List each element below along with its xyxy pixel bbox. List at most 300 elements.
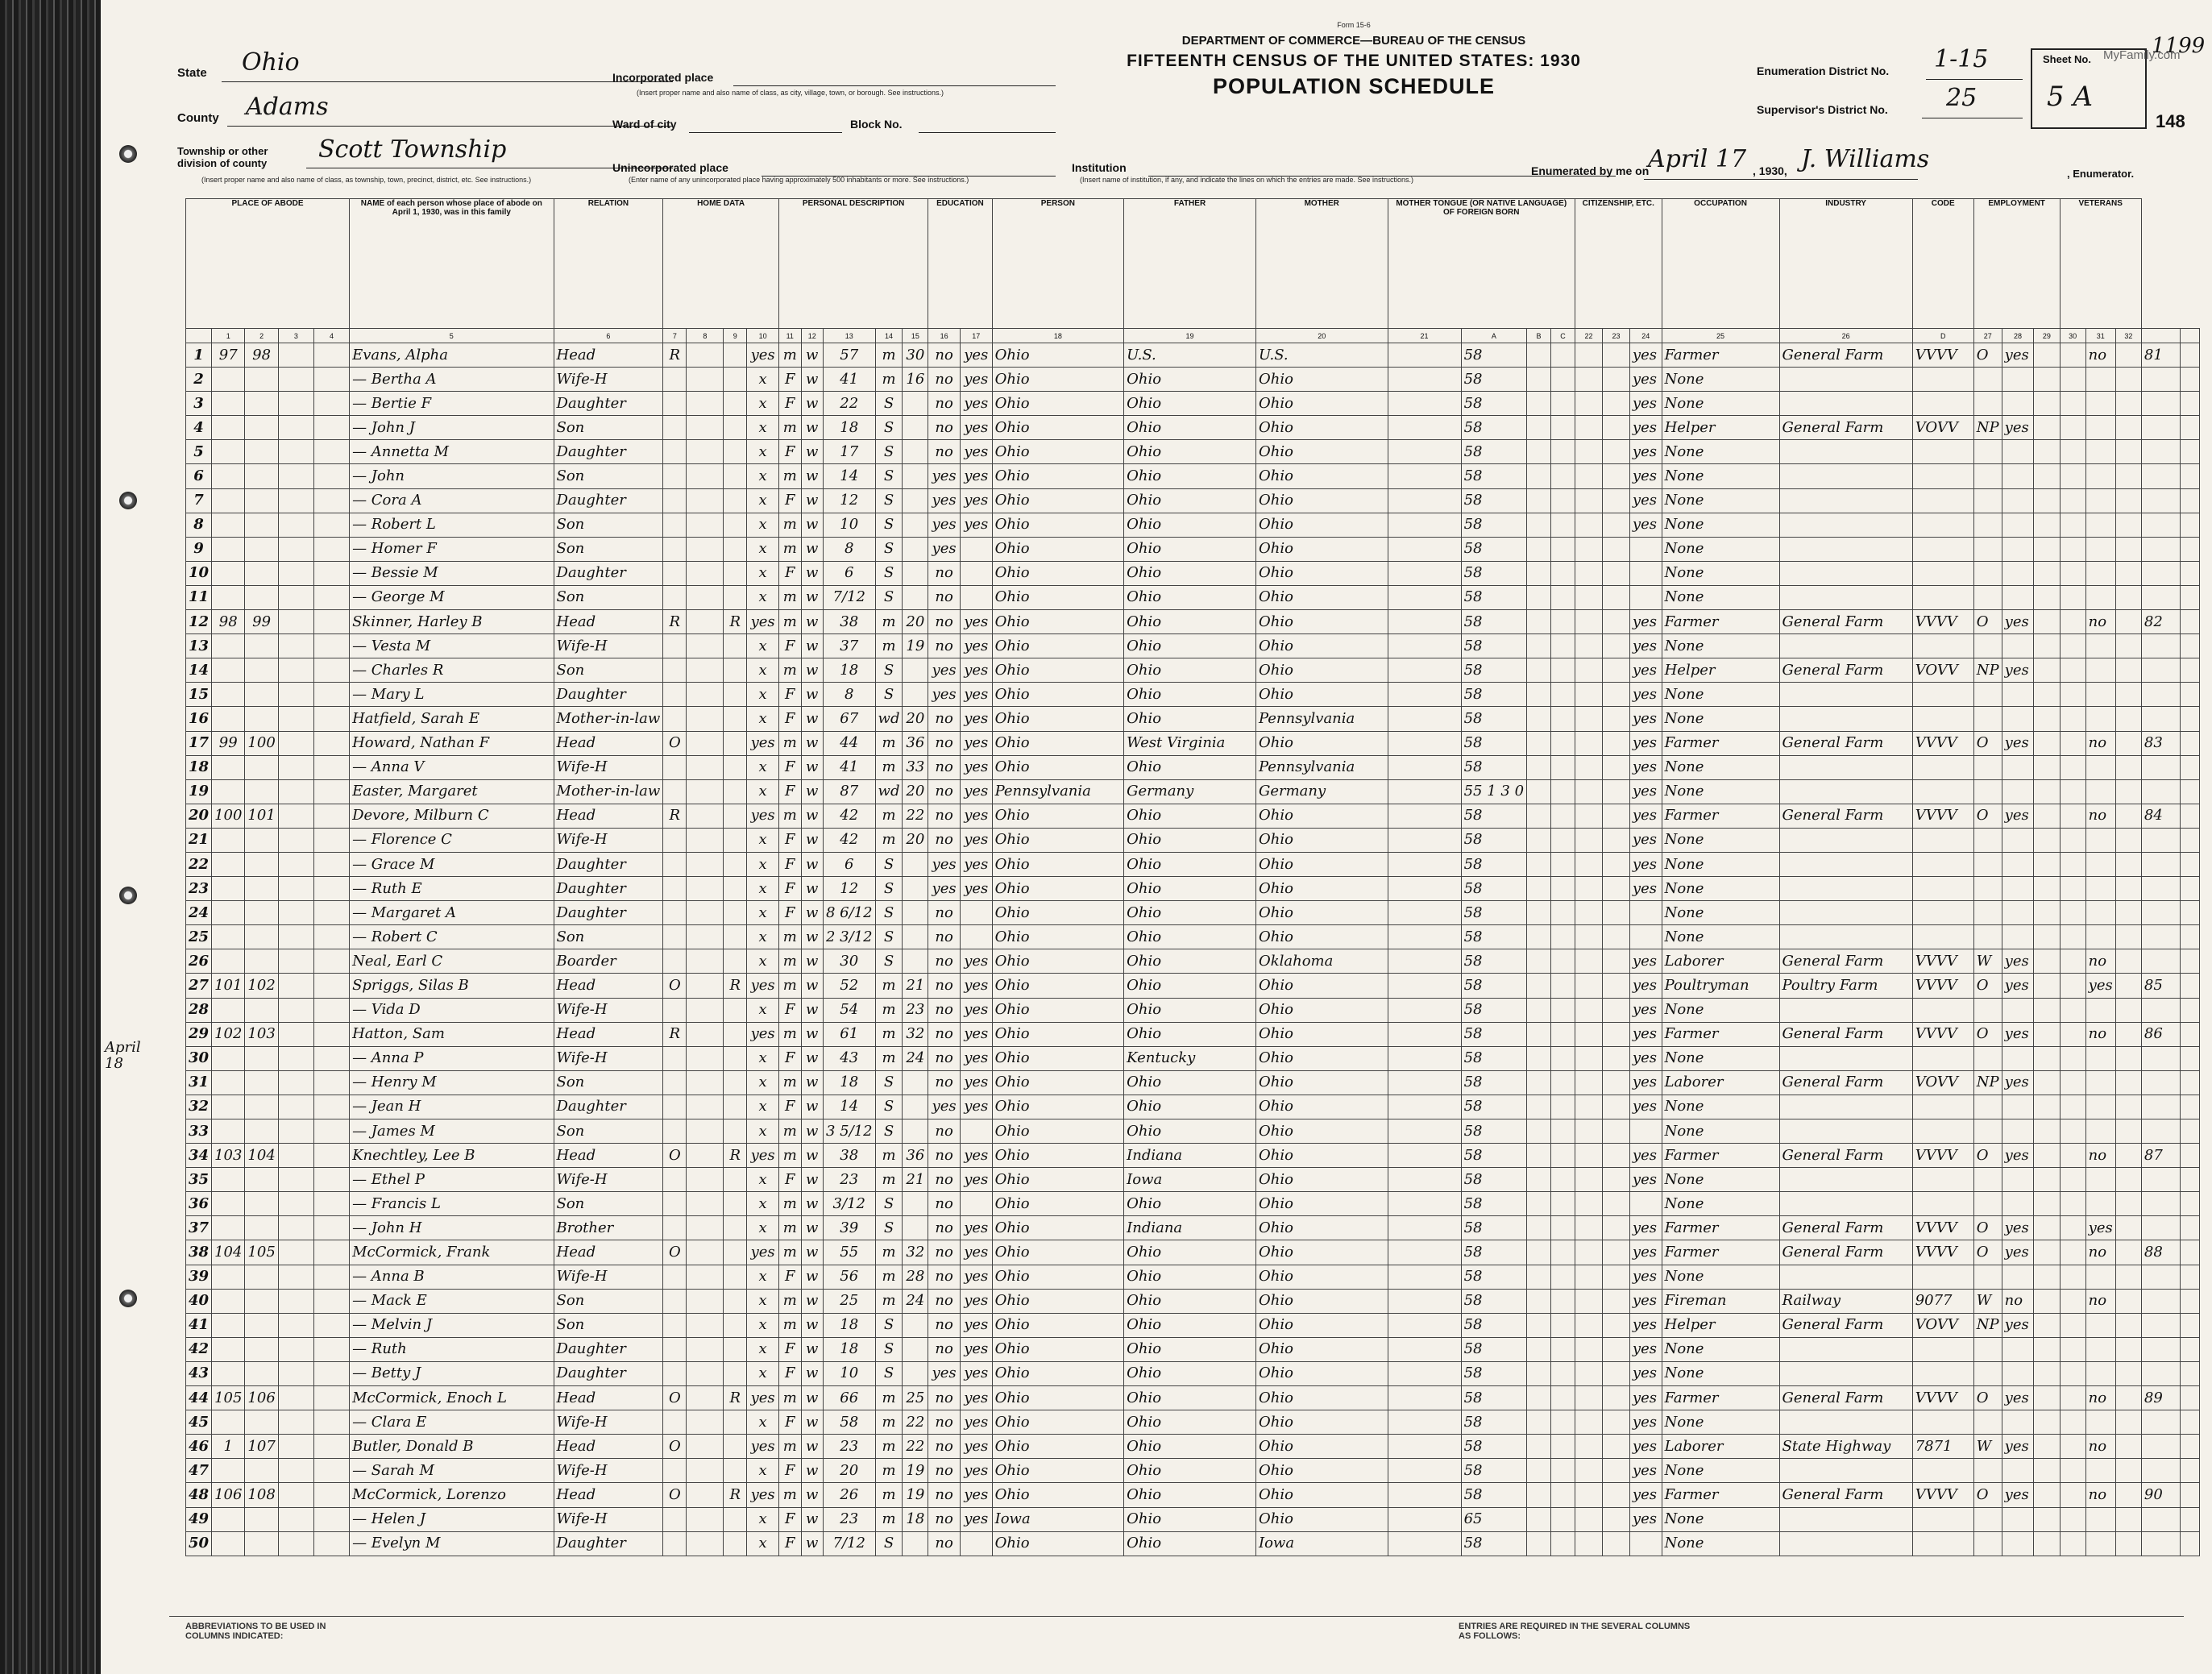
cell-family-number xyxy=(245,1459,278,1483)
cell-empty xyxy=(687,561,724,585)
cell-empty xyxy=(2034,368,2060,392)
cell-relation: Son xyxy=(554,1192,663,1216)
cell-birthplace: Ohio xyxy=(992,658,1124,683)
cell-line-number: 16 xyxy=(186,707,212,731)
cell-industry xyxy=(1779,755,1912,779)
cell-empty xyxy=(2034,1216,2060,1240)
cell-empty xyxy=(2034,779,2060,804)
cell-at-work xyxy=(2002,1531,2034,1556)
cell-home-tenure xyxy=(663,1459,687,1483)
cell-mother-birthplace: Ohio xyxy=(1255,440,1388,464)
cell-farm: x xyxy=(747,998,779,1022)
cell-age: 14 xyxy=(823,464,875,488)
cell-read-write: yes xyxy=(960,513,992,537)
cell-sex: F xyxy=(778,877,801,901)
cell-family-number xyxy=(245,1361,278,1385)
cell-relation: Head xyxy=(554,1483,663,1507)
cell-father-birthplace: Indiana xyxy=(1124,1216,1256,1240)
cell-farm: x xyxy=(747,779,779,804)
cell-empty xyxy=(2060,1435,2085,1459)
cell-race: w xyxy=(801,1022,823,1046)
cell-empty xyxy=(1575,707,1603,731)
table-row xyxy=(186,368,2200,392)
cell-age: 10 xyxy=(823,513,875,537)
cell-dwelling-number xyxy=(212,998,245,1022)
cell-read-write xyxy=(960,925,992,949)
cell-marital-status: m xyxy=(875,1410,903,1435)
cell-dwelling-number xyxy=(212,949,245,974)
table-row xyxy=(186,537,2200,561)
cell-birthplace: Ohio xyxy=(992,949,1124,974)
cell-at-work xyxy=(2002,392,2034,416)
cell-radio xyxy=(724,658,747,683)
cell-family-number xyxy=(245,658,278,683)
cell-empty xyxy=(2115,998,2141,1022)
cell-industry xyxy=(1779,634,1912,658)
cell-mother-birthplace: Ohio xyxy=(1255,998,1388,1022)
cell-read-write: yes xyxy=(960,1289,992,1313)
cell-age: 41 xyxy=(823,755,875,779)
cell-empty xyxy=(2115,1459,2141,1483)
cell-read-write: yes xyxy=(960,755,992,779)
cell-age-at-marriage: 32 xyxy=(903,1022,928,1046)
cell-mother-birthplace: U.S. xyxy=(1255,343,1388,368)
cell-family-number xyxy=(245,1095,278,1119)
cell-empty xyxy=(2180,561,2199,585)
cell-farm-schedule-no xyxy=(2141,1070,2180,1095)
cell-empty xyxy=(687,1265,724,1289)
cell-empty xyxy=(1602,974,1629,998)
cell-class-of-worker xyxy=(1973,1361,2002,1385)
cell-father-birthplace: Ohio xyxy=(1124,585,1256,609)
cell-empty xyxy=(1602,1168,1629,1192)
cell-farm: x xyxy=(747,1265,779,1289)
cell-empty xyxy=(2034,610,2060,634)
cell-empty xyxy=(1527,464,1551,488)
cell-person-name: Evans, Alpha xyxy=(350,343,554,368)
cell-birthplace: Ohio xyxy=(992,537,1124,561)
cell-empty xyxy=(278,1483,313,1507)
cell-person-name: — John H xyxy=(350,1216,554,1240)
cell-industry: General Farm xyxy=(1779,1240,1912,1265)
cell-empty xyxy=(2180,634,2199,658)
cell-person-name: Skinner, Harley B xyxy=(350,610,554,634)
cell-race: w xyxy=(801,440,823,464)
cell-home-tenure xyxy=(663,634,687,658)
cell-person-name: — Vida D xyxy=(350,998,554,1022)
cell-school: no xyxy=(928,1386,961,1410)
cell-empty xyxy=(2034,1507,2060,1531)
cell-farm-schedule-no xyxy=(2141,537,2180,561)
cell-relation: Wife-H xyxy=(554,634,663,658)
cell-empty xyxy=(1388,779,1461,804)
cell-empty xyxy=(313,1216,349,1240)
cell-veteran xyxy=(2085,998,2115,1022)
cell-empty xyxy=(278,537,313,561)
cell-tongue-code: 58 xyxy=(1461,1119,1526,1144)
cell-empty xyxy=(2180,658,2199,683)
cell-tongue-code: 58 xyxy=(1461,1022,1526,1046)
cell-farm: yes xyxy=(747,731,779,755)
cell-mother-birthplace: Ohio xyxy=(1255,1046,1388,1070)
cell-age: 7/12 xyxy=(823,585,875,609)
cell-empty xyxy=(1551,925,1575,949)
cell-read-write: yes xyxy=(960,877,992,901)
cell-occupation-code xyxy=(1912,877,1973,901)
cell-empty xyxy=(687,877,724,901)
cell-empty xyxy=(2115,1216,2141,1240)
cell-age-at-marriage xyxy=(903,392,928,416)
cell-birthplace: Ohio xyxy=(992,1240,1124,1265)
cell-read-write xyxy=(960,1192,992,1216)
cell-school: yes xyxy=(928,464,961,488)
cell-empty xyxy=(1602,925,1629,949)
table-row xyxy=(186,513,2200,537)
cell-age-at-marriage: 19 xyxy=(903,1459,928,1483)
cell-race: w xyxy=(801,368,823,392)
cell-empty xyxy=(1551,343,1575,368)
cell-at-work xyxy=(2002,852,2034,876)
cell-empty xyxy=(1527,392,1551,416)
cell-empty xyxy=(313,683,349,707)
cell-empty xyxy=(1575,925,1603,949)
cell-person-name: Neal, Earl C xyxy=(350,949,554,974)
cell-class-of-worker xyxy=(1973,1531,2002,1556)
cell-empty xyxy=(1388,368,1461,392)
cell-marital-status: S xyxy=(875,1216,903,1240)
cell-father-birthplace: Ohio xyxy=(1124,1022,1256,1046)
cell-dwelling-number xyxy=(212,779,245,804)
cell-line-number: 39 xyxy=(186,1265,212,1289)
cell-occupation-code xyxy=(1912,707,1973,731)
cell-tongue-code: 55 1 3 0 xyxy=(1461,779,1526,804)
cell-mother-birthplace: Ohio xyxy=(1255,368,1388,392)
cell-occupation-code xyxy=(1912,1046,1973,1070)
cell-empty xyxy=(687,1070,724,1095)
cell-radio xyxy=(724,537,747,561)
cell-race: w xyxy=(801,1095,823,1119)
cell-empty xyxy=(1388,949,1461,974)
cell-line-number: 2 xyxy=(186,368,212,392)
cell-empty xyxy=(313,1168,349,1192)
cell-tongue-code: 58 xyxy=(1461,440,1526,464)
cell-occupation-code xyxy=(1912,1095,1973,1119)
cell-line-number: 37 xyxy=(186,1216,212,1240)
cell-person-name: — Charles R xyxy=(350,658,554,683)
cell-farm: x xyxy=(747,755,779,779)
cell-empty xyxy=(687,1386,724,1410)
cell-empty xyxy=(1388,877,1461,901)
cell-empty xyxy=(313,1022,349,1046)
cell-occupation-code: VOVV xyxy=(1912,416,1973,440)
cell-speaks-english xyxy=(1629,561,1662,585)
cell-birthplace: Ohio xyxy=(992,1313,1124,1337)
cell-line-number: 11 xyxy=(186,585,212,609)
cell-age: 56 xyxy=(823,1265,875,1289)
cell-relation: Head xyxy=(554,1240,663,1265)
cell-relation: Wife-H xyxy=(554,1410,663,1435)
cell-empty xyxy=(687,1216,724,1240)
cell-empty xyxy=(2115,1337,2141,1361)
cell-empty xyxy=(2034,1386,2060,1410)
cell-farm: yes xyxy=(747,1144,779,1168)
binder-hole xyxy=(119,492,137,509)
cell-speaks-english xyxy=(1629,925,1662,949)
cell-empty xyxy=(2115,1483,2141,1507)
cell-school: no xyxy=(928,368,961,392)
cell-class-of-worker xyxy=(1973,828,2002,852)
cell-empty xyxy=(1527,1070,1551,1095)
cell-radio xyxy=(724,1410,747,1435)
township-value: Scott Township xyxy=(318,135,507,164)
cell-empty xyxy=(687,949,724,974)
cell-empty xyxy=(2180,416,2199,440)
cell-empty xyxy=(1388,901,1461,925)
cell-father-birthplace: Ohio xyxy=(1124,1410,1256,1435)
cell-empty xyxy=(1575,1337,1603,1361)
cell-birthplace: Ohio xyxy=(992,416,1124,440)
cell-age-at-marriage: 16 xyxy=(903,368,928,392)
cell-line-number: 7 xyxy=(186,488,212,513)
cell-empty xyxy=(687,343,724,368)
cell-empty xyxy=(2180,731,2199,755)
table-row xyxy=(186,828,2200,852)
cell-industry: General Farm xyxy=(1779,949,1912,974)
cell-age: 8 xyxy=(823,683,875,707)
cell-empty xyxy=(687,925,724,949)
cell-person-name: — Anna B xyxy=(350,1265,554,1289)
cell-person-name: — Ruth xyxy=(350,1337,554,1361)
cell-school: no xyxy=(928,1507,961,1531)
cell-family-number xyxy=(245,464,278,488)
cell-speaks-english: yes xyxy=(1629,1168,1662,1192)
cell-father-birthplace: Ohio xyxy=(1124,877,1256,901)
cell-birthplace: Iowa xyxy=(992,1507,1124,1531)
cell-empty xyxy=(278,998,313,1022)
cell-marital-status: S xyxy=(875,464,903,488)
cell-age: 30 xyxy=(823,949,875,974)
header-abode: PLACE OF ABODE xyxy=(186,199,350,329)
cell-farm: x xyxy=(747,901,779,925)
cell-home-tenure xyxy=(663,828,687,852)
cell-empty xyxy=(1388,513,1461,537)
cell-farm-schedule-no: 86 xyxy=(2141,1022,2180,1046)
cell-read-write xyxy=(960,561,992,585)
cell-family-number xyxy=(245,416,278,440)
cell-farm: yes xyxy=(747,1435,779,1459)
cell-farm: yes xyxy=(747,1483,779,1507)
cell-empty xyxy=(1575,1435,1603,1459)
cell-read-write: yes xyxy=(960,1022,992,1046)
cell-empty xyxy=(687,464,724,488)
cell-school: no xyxy=(928,1022,961,1046)
cell-industry: General Farm xyxy=(1779,731,1912,755)
cell-marital-status: S xyxy=(875,1095,903,1119)
cell-age-at-marriage: 36 xyxy=(903,731,928,755)
cell-occupation-code: VVVV xyxy=(1912,1216,1973,1240)
cell-empty xyxy=(278,877,313,901)
cell-birthplace: Ohio xyxy=(992,755,1124,779)
cell-farm-schedule-no xyxy=(2141,1459,2180,1483)
cell-empty xyxy=(2180,1216,2199,1240)
cell-line-number: 19 xyxy=(186,779,212,804)
cell-occupation: None xyxy=(1662,901,1779,925)
cell-farm-schedule-no xyxy=(2141,368,2180,392)
cell-empty xyxy=(2034,1265,2060,1289)
cell-race: w xyxy=(801,1507,823,1531)
cell-radio xyxy=(724,1192,747,1216)
cell-empty xyxy=(687,1483,724,1507)
cell-relation: Son xyxy=(554,1070,663,1095)
table-row xyxy=(186,877,2200,901)
cell-occupation-code xyxy=(1912,488,1973,513)
cell-age: 7/12 xyxy=(823,1531,875,1556)
cell-speaks-english: yes xyxy=(1629,852,1662,876)
cell-read-write: yes xyxy=(960,440,992,464)
cell-veteran xyxy=(2085,1168,2115,1192)
cell-empty xyxy=(2180,1337,2199,1361)
cell-veteran xyxy=(2085,779,2115,804)
cell-occupation: None xyxy=(1662,464,1779,488)
cell-empty xyxy=(1388,1144,1461,1168)
cell-empty xyxy=(2180,610,2199,634)
cell-class-of-worker xyxy=(1973,488,2002,513)
cell-empty xyxy=(1388,1119,1461,1144)
cell-person-name: — Cora A xyxy=(350,488,554,513)
cell-empty xyxy=(1551,1216,1575,1240)
cell-school: no xyxy=(928,392,961,416)
cell-age-at-marriage: 21 xyxy=(903,974,928,998)
cell-empty xyxy=(278,1531,313,1556)
cell-father-birthplace: Ohio xyxy=(1124,998,1256,1022)
cell-relation: Daughter xyxy=(554,1361,663,1385)
cell-home-tenure: O xyxy=(663,731,687,755)
cell-empty xyxy=(687,440,724,464)
cell-empty xyxy=(1551,998,1575,1022)
cell-empty xyxy=(2060,561,2085,585)
cell-veteran xyxy=(2085,1459,2115,1483)
cell-empty xyxy=(2180,1192,2199,1216)
table-row xyxy=(186,1168,2200,1192)
cell-veteran xyxy=(2085,513,2115,537)
cell-empty xyxy=(2180,779,2199,804)
cell-farm-schedule-no xyxy=(2141,1435,2180,1459)
cell-family-number xyxy=(245,925,278,949)
cell-at-work xyxy=(2002,1046,2034,1070)
cell-empty xyxy=(1527,779,1551,804)
cell-empty xyxy=(2034,1095,2060,1119)
cell-sex: F xyxy=(778,852,801,876)
cell-occupation-code xyxy=(1912,537,1973,561)
header-industry: INDUSTRY xyxy=(1779,199,1912,329)
cell-empty xyxy=(1551,1483,1575,1507)
cell-empty xyxy=(2180,949,2199,974)
cell-empty xyxy=(1527,1046,1551,1070)
cell-tongue-code: 58 xyxy=(1461,1046,1526,1070)
cell-race: w xyxy=(801,1531,823,1556)
cell-race: w xyxy=(801,1289,823,1313)
cell-empty xyxy=(1551,1337,1575,1361)
cell-empty xyxy=(687,974,724,998)
cell-empty xyxy=(1388,392,1461,416)
cell-sex: F xyxy=(778,440,801,464)
cell-empty xyxy=(1527,1483,1551,1507)
cell-occupation-code xyxy=(1912,1119,1973,1144)
cell-farm: x xyxy=(747,925,779,949)
cell-race: w xyxy=(801,828,823,852)
cell-occupation-code xyxy=(1912,513,1973,537)
cell-at-work xyxy=(2002,1192,2034,1216)
cell-class-of-worker xyxy=(1973,513,2002,537)
cell-empty xyxy=(1575,1168,1603,1192)
cell-race: w xyxy=(801,1386,823,1410)
cell-age: 41 xyxy=(823,368,875,392)
cell-read-write: yes xyxy=(960,658,992,683)
cell-line-number: 27 xyxy=(186,974,212,998)
cell-birthplace: Ohio xyxy=(992,585,1124,609)
cell-relation: Wife-H xyxy=(554,998,663,1022)
cell-class-of-worker: O xyxy=(1973,343,2002,368)
cell-father-birthplace: Kentucky xyxy=(1124,1046,1256,1070)
cell-family-number xyxy=(245,1070,278,1095)
cell-farm: x xyxy=(747,1459,779,1483)
cell-birthplace: Ohio xyxy=(992,731,1124,755)
cell-occupation: None xyxy=(1662,1265,1779,1289)
cell-occupation: Laborer xyxy=(1662,949,1779,974)
cell-age: 58 xyxy=(823,1410,875,1435)
cell-marital-status: S xyxy=(875,683,903,707)
cell-dwelling-number: 105 xyxy=(212,1386,245,1410)
cell-father-birthplace: Ohio xyxy=(1124,683,1256,707)
header-relation: RELATION xyxy=(554,199,663,329)
cell-occupation: None xyxy=(1662,561,1779,585)
cell-empty xyxy=(1602,804,1629,828)
cell-farm: x xyxy=(747,1216,779,1240)
cell-at-work: yes xyxy=(2002,1483,2034,1507)
cell-mother-birthplace: Ohio xyxy=(1255,1459,1388,1483)
cell-line-number: 46 xyxy=(186,1435,212,1459)
cell-empty xyxy=(1602,585,1629,609)
cell-industry: General Farm xyxy=(1779,1070,1912,1095)
cell-empty xyxy=(2060,610,2085,634)
cell-empty xyxy=(1602,416,1629,440)
cell-person-name: — Vesta M xyxy=(350,634,554,658)
cell-relation: Son xyxy=(554,658,663,683)
cell-relation: Head xyxy=(554,804,663,828)
cell-home-tenure xyxy=(663,949,687,974)
cell-empty xyxy=(687,852,724,876)
cell-class-of-worker: O xyxy=(1973,1483,2002,1507)
cell-class-of-worker xyxy=(1973,392,2002,416)
cell-at-work xyxy=(2002,925,2034,949)
cell-class-of-worker xyxy=(1973,1265,2002,1289)
cell-farm-schedule-no: 87 xyxy=(2141,1144,2180,1168)
cell-speaks-english: yes xyxy=(1629,368,1662,392)
cell-empty xyxy=(278,513,313,537)
cell-veteran: no xyxy=(2085,610,2115,634)
cell-class-of-worker: O xyxy=(1973,1022,2002,1046)
cell-empty xyxy=(1602,537,1629,561)
cell-mother-birthplace: Oklahoma xyxy=(1255,949,1388,974)
cell-dwelling-number xyxy=(212,1216,245,1240)
table-row xyxy=(186,1531,2200,1556)
cell-family-number xyxy=(245,707,278,731)
cell-mother-birthplace: Ohio xyxy=(1255,1386,1388,1410)
cell-home-tenure xyxy=(663,513,687,537)
cell-line-number: 22 xyxy=(186,852,212,876)
cell-tongue-code: 58 xyxy=(1461,1216,1526,1240)
cell-father-birthplace: Ohio xyxy=(1124,513,1256,537)
